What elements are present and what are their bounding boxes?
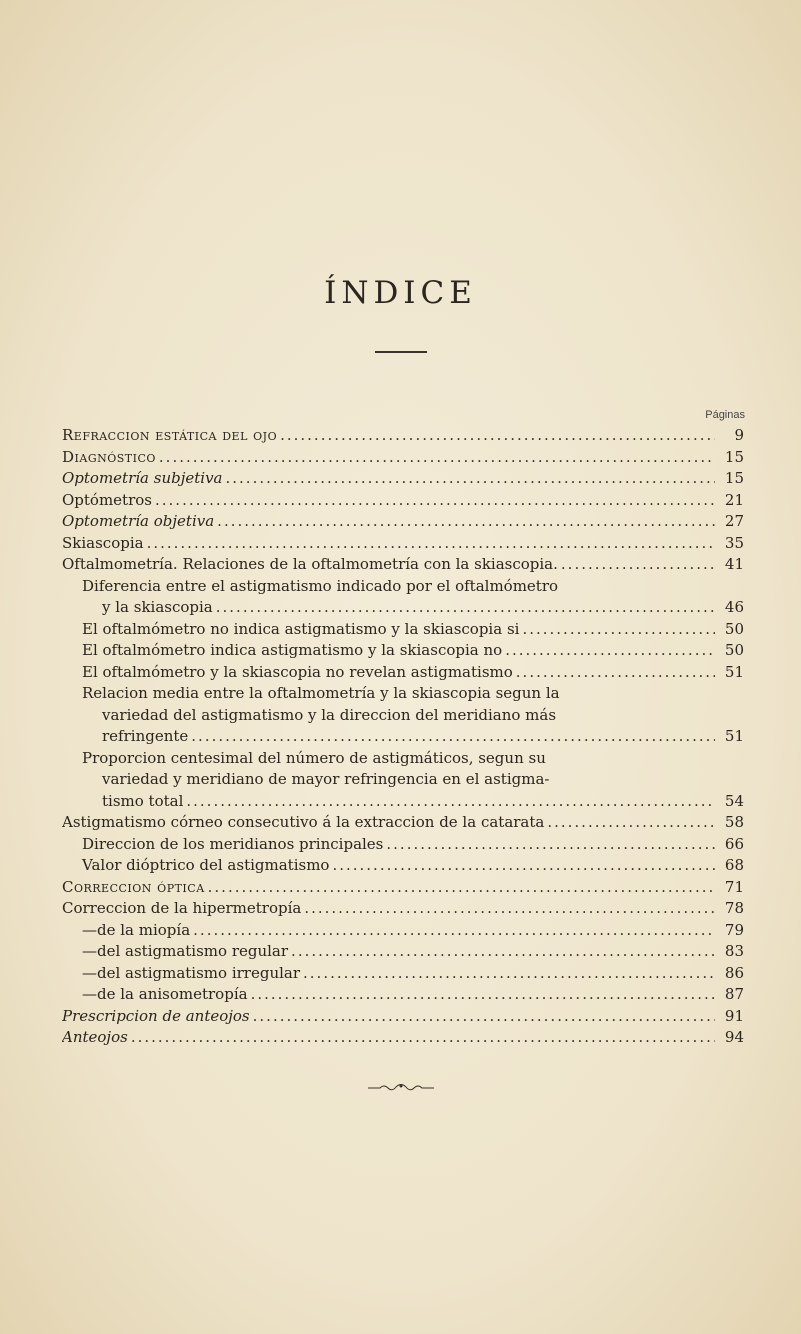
page-title: ÍNDICE bbox=[324, 275, 477, 311]
toc-entry: refringente ..... 51 bbox=[62, 726, 744, 748]
toc-entry-line: Diferencia entre el astigmatismo indicado por el oftalmómetro bbox=[82, 576, 559, 595]
pages-column-label: Páginas bbox=[705, 409, 745, 421]
toc-entry: Optometría subjetiva ..... 15 bbox=[62, 468, 744, 490]
toc-entry-line: variedad del astigmatismo y la direccion del meridiano más bbox=[102, 705, 557, 724]
toc-entry: Skiascopia ..... 35 bbox=[62, 533, 744, 555]
toc-entry: Anteojos ..... 94 bbox=[62, 1027, 744, 1049]
toc-entry: tismo total ..... 54 bbox=[62, 791, 744, 813]
toc-entry: El oftalmómetro y la skiascopia no revelan astigmatismo ..... 51 bbox=[62, 662, 744, 684]
toc-entry: — de la anisometropía ..... 87 bbox=[62, 984, 744, 1006]
toc-entry: Oftalmometría. Relaciones de la oftalmometría con la skiascopia. ..... 41 bbox=[62, 554, 744, 576]
toc-entry: El oftalmómetro no indica astigmatismo y la skiascopia si ..... 50 bbox=[62, 619, 744, 641]
toc-entry: Prescripcion de anteojos ..... 91 bbox=[62, 1006, 744, 1028]
toc-entry: Valor dióptrico del astigmatismo ..... 68 bbox=[62, 855, 744, 877]
toc-entry-line: Proporcion centesimal del número de astigmáticos, segun su bbox=[82, 748, 546, 767]
toc-entry: — de la miopía ..... 79 bbox=[62, 920, 744, 942]
table-of-contents bbox=[62, 425, 744, 1049]
title-divider bbox=[375, 351, 427, 353]
toc-entry: — del astigmatismo irregular ..... 86 bbox=[62, 963, 744, 985]
toc-entry: Correccion de la hipermetropía ..... 78 bbox=[62, 898, 744, 920]
toc-entry: Optómetros ..... 21 bbox=[62, 490, 744, 512]
tailpiece-ornament-icon bbox=[366, 1080, 436, 1094]
toc-entry-line: Relacion media entre la oftalmometría y la skiascopia segun la bbox=[82, 684, 560, 702]
toc-entry: Refraccion estática del ojo ..... 9 bbox=[62, 425, 744, 447]
toc-entry: y la skiascopia ..... 46 bbox=[62, 597, 744, 619]
toc-entry: Direccion de los meridianos principales ..... 66 bbox=[62, 834, 744, 856]
toc-entry: Diagnóstico ..... 15 bbox=[62, 447, 744, 469]
toc-entry: El oftalmómetro indica astigmatismo y la skiascopia no ..... 50 bbox=[62, 640, 744, 662]
toc-entry: — del astigmatismo regular ..... 83 bbox=[62, 941, 744, 963]
toc-entry: Optometría objetiva ..... 27 bbox=[62, 511, 744, 533]
toc-entry-line: variedad y meridiano de mayor refringencia en el astigma- bbox=[102, 770, 550, 788]
toc-entry: Correccion óptica ..... 71 bbox=[62, 877, 744, 899]
toc-entry: Astigmatismo córneo consecutivo á la extraccion de la catarata ..... 58 bbox=[62, 812, 744, 834]
